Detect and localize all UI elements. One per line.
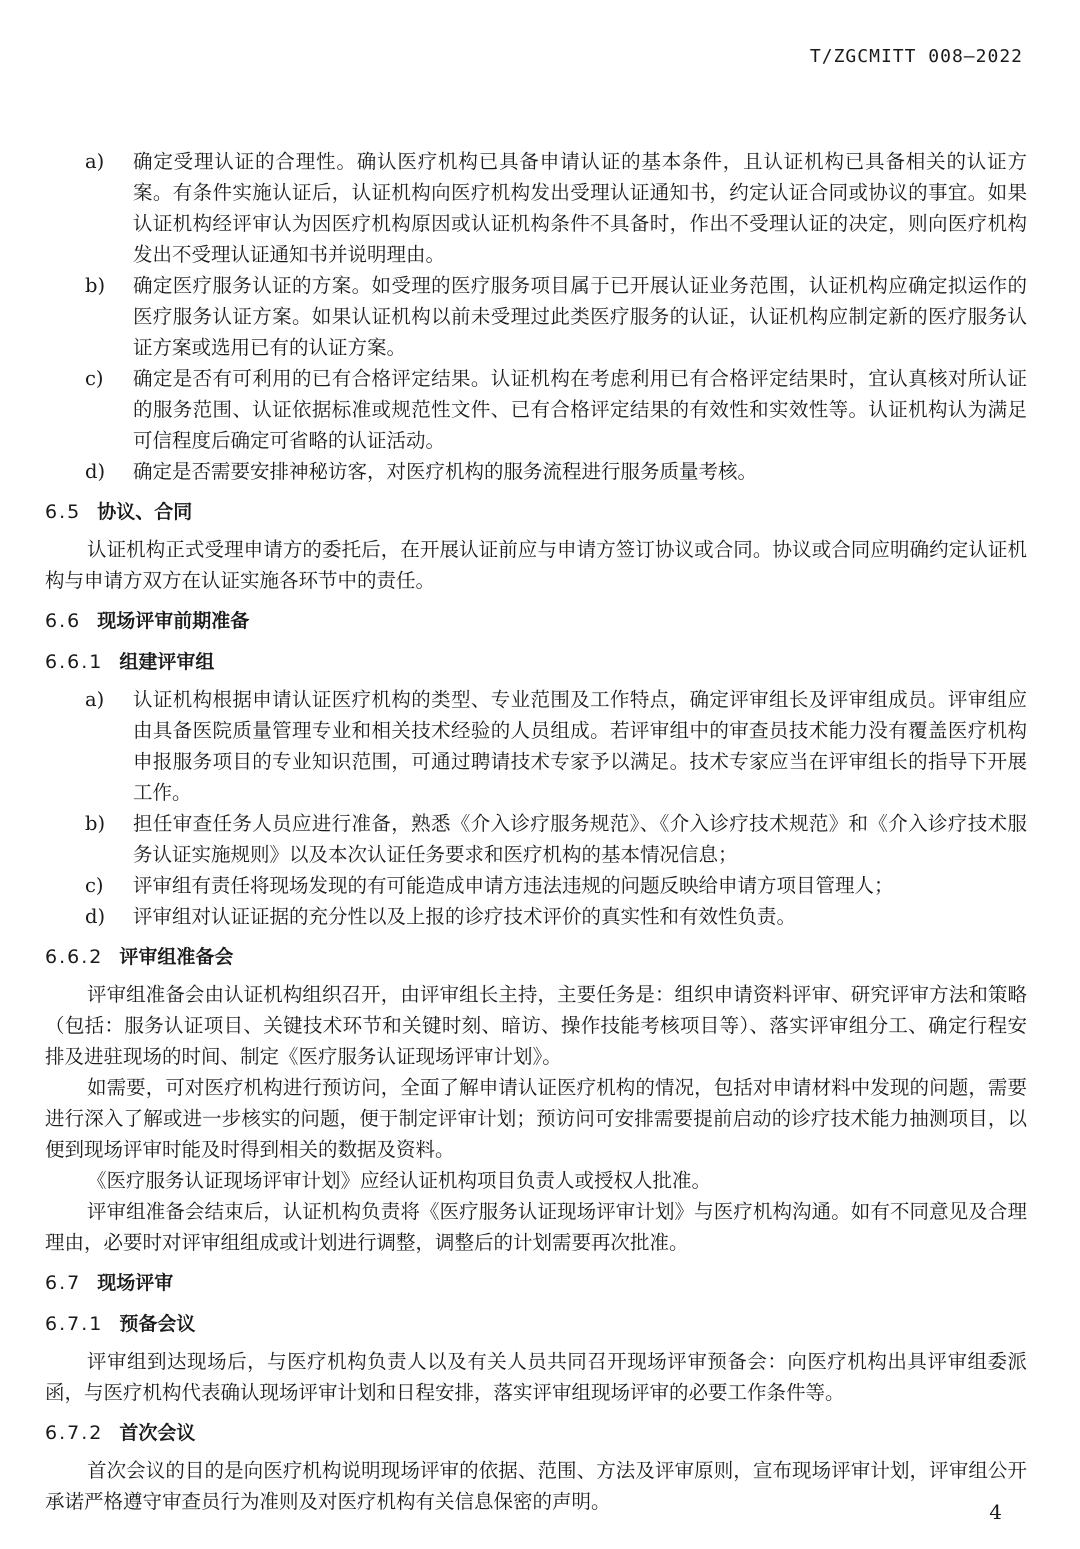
section-number: 6.7.1 (45, 1313, 104, 1335)
section-title: 组建评审组 (119, 651, 215, 673)
section-heading-6-7-1 (45, 1309, 1027, 1340)
section-number: 6.7 (45, 1272, 82, 1294)
list-item (45, 901, 1027, 932)
section-heading-6-5 (45, 497, 1027, 528)
section-title: 首次会议 (119, 1422, 196, 1444)
list-label: c) (85, 367, 104, 390)
paragraph: 评审组准备会结束后，认证机构负责将《医疗服务认证现场评审计划》与医疗机构沟通。如有不同意见及合理理由，必要时对评审组组成或计划进行调整，调整后的计划需要再次批准。 (45, 1200, 1027, 1254)
section-title: 现场评审前期准备 (97, 610, 250, 632)
paragraph: 评审组准备会由认证机构组织召开，由评审组长主持，主要任务是：组织申请资料评审、研究评审方法和策略（包括：服务认证项目、关键技术环节和关键时刻、暗访、操作技能考核项目等）、落实评审组分工、确定行程安排及进驻现场的时间、制定《医疗服务认证现场评审计划》。 (45, 983, 1027, 1068)
list-label: b) (85, 812, 106, 835)
paragraph: 《医疗服务认证现场评审计划》应经认证机构项目负责人或授权人批准。 (87, 1169, 712, 1192)
list-label: a) (85, 150, 105, 173)
list-text: 确定是否有可利用的已有合格评定结果。认证机构在考虑利用已有合格评定结果时，宜认真核对所认证的服务范围、认证依据标准或规范性文件、已有合格评定结果的有效性和实效性等。认证机构认为满足可信程度后确定可省略的认证活动。 (133, 367, 1027, 452)
document-body (45, 146, 1027, 1517)
list-label: b) (85, 274, 106, 297)
list-6-6-1 (45, 684, 1027, 932)
section-title: 评审组准备会 (119, 946, 234, 968)
page-number: 4 (989, 1500, 1002, 1524)
section-heading-6-7-2 (45, 1418, 1027, 1449)
paragraph: 评审组到达现场后，与医疗机构负责人以及有关人员共同召开现场评审预备会：向医疗机构出具评审组委派函，与医疗机构代表确认现场评审计划和日程安排，落实评审组现场评审的必要工作条件等。 (45, 1350, 1027, 1404)
section-number: 6.5 (45, 501, 82, 523)
list-label: c) (85, 874, 104, 897)
list-item (45, 270, 1027, 363)
list-item (45, 870, 1027, 901)
list-text: 认证机构根据申请认证医疗机构的类型、专业范围及工作特点，确定评审组长及评审组成员。评审组应由具备医院质量管理专业和相关技术经验的人员组成。若评审组中的审查员技术能力没有覆盖医疗机构申报服务项目的专业知识范围，可通过聘请技术专家予以满足。技术专家应当在评审组长的指导下开展工作。 (133, 688, 1027, 804)
list-label: d) (85, 905, 106, 928)
list-text: 评审组对认证证据的充分性以及上报的诊疗技术评价的真实性和有效性负责。 (133, 905, 797, 928)
section-title: 协议、合同 (97, 501, 193, 523)
list-item (45, 146, 1027, 270)
section-title: 现场评审 (97, 1272, 174, 1294)
list-text: 确定医疗服务认证的方案。如受理的医疗服务项目属于已开展认证业务范围，认证机构应确定拟运作的医疗服务认证方案。如果认证机构以前未受理过此类医疗服务的认证，认证机构应制定新的医疗服务认证方案或选用已有的认证方案。 (133, 274, 1027, 359)
section-heading-6-7 (45, 1268, 1027, 1299)
document-code: T/ZGCMITT 008—2022 (809, 46, 1023, 67)
section-number: 6.7.2 (45, 1422, 104, 1444)
list-text: 确定是否需要安排神秘访客，对医疗机构的服务流程进行服务质量考核。 (133, 460, 758, 483)
list-item (45, 808, 1027, 870)
section-number: 6.6.1 (45, 651, 104, 673)
list-label: a) (85, 688, 105, 711)
list-label: d) (85, 460, 106, 483)
paragraph: 首次会议的目的是向医疗机构说明现场评审的依据、范围、方法及评审原则，宣布现场评审计划，评审组公开承诺严格遵守审查员行为准则及对医疗机构有关信息保密的声明。 (45, 1459, 1027, 1513)
section-title: 预备会议 (119, 1313, 196, 1335)
section-number: 6.6 (45, 610, 82, 632)
list-text: 担任审查任务人员应进行准备，熟悉《介入诊疗服务规范》、《介入诊疗技术规范》和《介入诊疗技术服务认证实施规则》以及本次认证任务要求和医疗机构的基本情况信息； (133, 812, 1027, 866)
list-text: 确定受理认证的合理性。确认医疗机构已具备申请认证的基本条件，且认证机构已具备相关的认证方案。有条件实施认证后，认证机构向医疗机构发出受理认证通知书，约定认证合同或协议的事宜。如果认证机构经评审认为因医疗机构原因或认证机构条件不具备时，作出不受理认证的决定，则向医疗机构发出不受理认证通知书并说明理由。 (133, 150, 1027, 266)
list-item (45, 684, 1027, 808)
list-item (45, 456, 1027, 487)
section-heading-6-6-2 (45, 942, 1027, 973)
paragraph: 认证机构正式受理申请方的委托后，在开展认证前应与申请方签订协议或合同。协议或合同应明确约定认证机构与申请方双方在认证实施各环节中的责任。 (45, 538, 1027, 592)
section-number: 6.6.2 (45, 946, 104, 968)
list-item (45, 363, 1027, 456)
list-text: 评审组有责任将现场发现的有可能造成申请方违法违规的问题反映给申请方项目管理人； (133, 874, 894, 897)
paragraph: 如需要，可对医疗机构进行预访问，全面了解申请认证医疗机构的情况，包括对申请材料中发现的问题，需要进行深入了解或进一步核实的问题，便于制定评审计划；预访问可安排需要提前启动的诊疗技术能力抽测项目，以便到现场评审时能及时得到相关的数据及资料。 (45, 1076, 1027, 1161)
section-heading-6-6 (45, 606, 1027, 637)
list-6-4-confirmations (45, 146, 1027, 487)
section-heading-6-6-1 (45, 647, 1027, 678)
